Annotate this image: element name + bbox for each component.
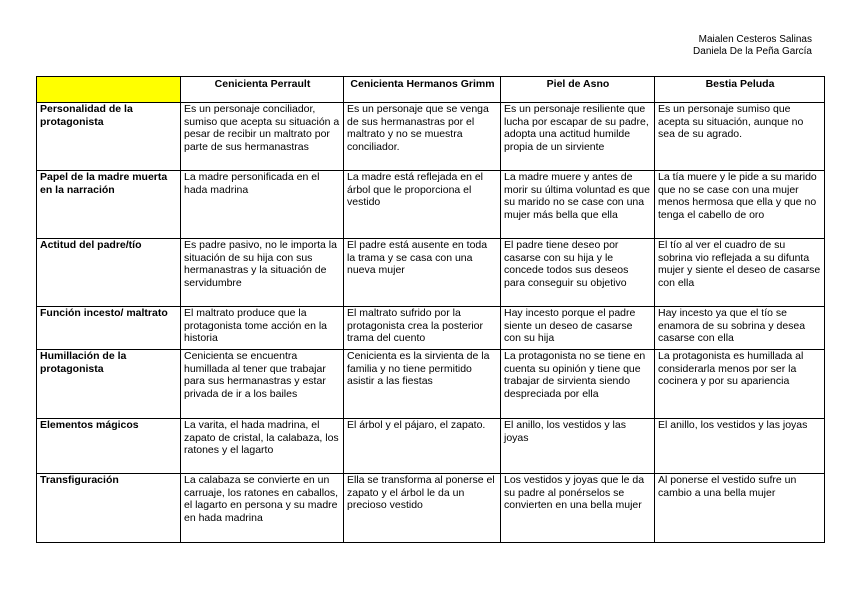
table-row — [37, 350, 825, 419]
column-header: Piel de Asno — [501, 77, 655, 103]
table-cell: Ella se transforma al ponerse el zapato y el árbol le da un precioso vestido — [344, 474, 501, 543]
table-cell: El tío al ver el cuadro de su sobrina vio reflejada a su difunta mujer y siente el deseo de casarse con ella — [655, 239, 825, 307]
table-cell: Es un personaje conciliador, sumiso que acepta su situación a pesar de recibir un maltrato por parte de sus hermanastras — [181, 103, 344, 171]
table-cell: La protagonista no se tiene en cuenta su opinión y tiene que trabajar de sirvienta siendo despreciada por ella — [501, 350, 655, 419]
author-name: Maialen Cesteros Salinas — [698, 34, 812, 45]
table-cell: Cenicienta es la sirvienta de la familia y no tiene permitido asistir a las fiestas — [344, 350, 501, 419]
table-cell: Es un personaje sumiso que acepta su situación, aunque no sea de su agrado. — [655, 103, 825, 171]
table-cell: El padre está ausente en toda la trama y se casa con una nueva mujer — [344, 239, 501, 307]
table-cell: El árbol y el pájaro, el zapato. — [344, 419, 501, 474]
row-header: Humillación de la protagonista — [37, 350, 181, 419]
table-cell: Hay incesto ya que el tío se enamora de su sobrina y desea casarse con ella — [655, 307, 825, 350]
header-row — [37, 77, 825, 103]
table-cell: El anillo, los vestidos y las joyas — [655, 419, 825, 474]
table-row — [37, 307, 825, 350]
table-cell: Hay incesto porque el padre siente un deseo de casarse con su hija — [501, 307, 655, 350]
column-header: Bestia Peluda — [655, 77, 825, 103]
table-cell: La madre muere y antes de morir su última voluntad es que su marido no se case con una mujer más bella que ella — [501, 171, 655, 239]
table-cell: El maltrato produce que la protagonista tome acción en la historia — [181, 307, 344, 350]
column-header: Cenicienta Hermanos Grimm — [344, 77, 501, 103]
table-cell: Es un personaje resiliente que lucha por escapar de su padre, adopta una actitud humilde propia de un sirviente — [501, 103, 655, 171]
table-cell: Al ponerse el vestido sufre un cambio a una bella mujer — [655, 474, 825, 543]
table-row — [37, 419, 825, 474]
table-cell: La protagonista es humillada al considerarla menos por ser la cocinera y por su apariencia — [655, 350, 825, 419]
table-row — [37, 474, 825, 543]
table-row — [37, 239, 825, 307]
table-cell: Cenicienta se encuentra humillada al tener que trabajar para sus hermanastras y estar privada de ir a los bailes — [181, 350, 344, 419]
table-cell: Los vestidos y joyas que le da su padre al ponérselos se convierten en una bella mujer — [501, 474, 655, 543]
row-header: Elementos mágicos — [37, 419, 181, 474]
row-header: Papel de la madre muerta en la narración — [37, 171, 181, 239]
column-header: Cenicienta Perrault — [181, 77, 344, 103]
table-cell: La varita, el hada madrina, el zapato de cristal, la calabaza, los ratones y el lagarto — [181, 419, 344, 474]
row-header: Actitud del padre/tío — [37, 239, 181, 307]
table-cell: La calabaza se convierte en un carruaje, los ratones en caballos, el lagarto en persona y su madre en hada madrina — [181, 474, 344, 543]
table-cell: La madre personificada en el hada madrina — [181, 171, 344, 239]
table-cell: Es padre pasivo, no le importa la situación de su hija con sus hermanastras y la situación de servidumbre — [181, 239, 344, 307]
table-cell: La madre está reflejada en el árbol que le proporciona el vestido — [344, 171, 501, 239]
table-cell: El padre tiene deseo por casarse con su hija y le concede todos sus deseos para conseguir su objetivo — [501, 239, 655, 307]
table-cell: El anillo, los vestidos y las joyas — [501, 419, 655, 474]
row-header: Personalidad de la protagonista — [37, 103, 181, 171]
table-cell: El maltrato sufrido por la protagonista crea la posterior trama del cuento — [344, 307, 501, 350]
table-cell: La tía muere y le pide a su marido que no se case con una mujer menos hermosa que ella y que no tenga el cabello de oro — [655, 171, 825, 239]
comparison-table — [36, 76, 825, 543]
row-header: Transfiguración — [37, 474, 181, 543]
row-header: Función incesto/ maltrato — [37, 307, 181, 350]
table-row — [37, 171, 825, 239]
author-name: Daniela De la Peña García — [693, 46, 812, 57]
table-row — [37, 103, 825, 171]
table-cell: Es un personaje que se venga de sus hermanastras por el maltrato y no se muestra conciliador. — [344, 103, 501, 171]
corner-cell — [37, 77, 181, 103]
author-block — [693, 34, 812, 58]
